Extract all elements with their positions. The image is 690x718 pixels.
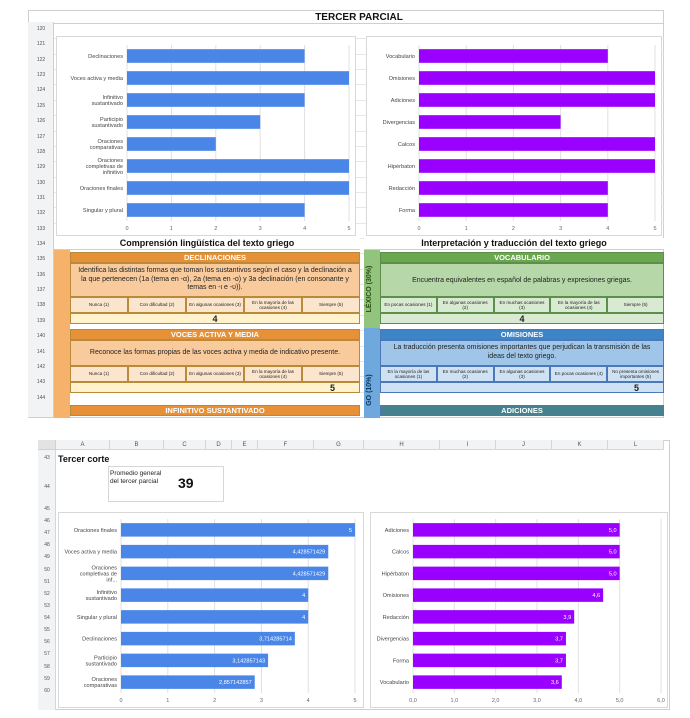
omisiones-description: La traducción presenta omisiones importantes que perjudican la transmisión de las ideas del texto griego. — [380, 340, 664, 366]
category-label: Oraciones completivas de inf... — [79, 565, 117, 584]
row-number[interactable]: 55 — [44, 627, 50, 634]
left-rubric — [54, 238, 360, 418]
category-label: Voces activa y media — [64, 549, 117, 556]
category-label: Adiciones — [384, 527, 409, 534]
bar — [127, 93, 305, 107]
tick-label: 2,0 — [491, 698, 500, 704]
category-label: Hipérbaton — [381, 571, 409, 578]
category-label: Participio sustantivado — [91, 117, 123, 129]
row-number[interactable]: 128 — [36, 148, 46, 155]
column-header[interactable]: I — [440, 440, 496, 450]
select-all-corner[interactable] — [38, 440, 56, 450]
row-number[interactable]: 58 — [44, 663, 50, 670]
row-number[interactable]: 44 — [44, 484, 50, 490]
scale-cell: Nunca (1) — [70, 366, 128, 382]
scale-cell: En algunas ocasiones (3) — [186, 297, 244, 313]
scale-cell: Con dificultad (2) — [128, 297, 186, 313]
column-header[interactable]: E — [232, 440, 258, 450]
row-number[interactable]: 138 — [36, 302, 46, 309]
tick-label: 6,0 — [657, 698, 665, 704]
tick-label: 0 — [125, 226, 129, 232]
row-number[interactable]: 124 — [36, 87, 46, 94]
scale-cell: Con dificultad (2) — [128, 366, 186, 382]
scale-cell: En pocas ocasiones (4) — [550, 366, 607, 382]
category-label: Omisiones — [382, 593, 409, 600]
tick-label: 5,0 — [615, 698, 624, 704]
row-number[interactable]: 43 — [44, 455, 50, 461]
tercer-corte-title: Tercer corte — [58, 454, 110, 464]
data-label: 2,857142857 — [219, 680, 252, 687]
data-label: 4 — [302, 614, 306, 621]
bar — [121, 588, 308, 601]
category-label: Oraciones finales — [79, 186, 123, 192]
bottom-left-bar-chart — [59, 513, 365, 709]
infinitivo-title: INFINITIVO SUSTANTIVADO — [70, 405, 360, 416]
category-label: Declinaciones — [88, 54, 123, 60]
bar — [413, 523, 620, 536]
row-number[interactable]: 46 — [44, 518, 50, 524]
bar — [121, 523, 355, 536]
data-label: 3,7 — [555, 636, 563, 643]
category-label: Oraciones finales — [73, 527, 117, 534]
scale-cell: En algunas ocasiones (2) — [437, 297, 494, 313]
row-number[interactable]: 125 — [36, 102, 46, 109]
data-label: 4,6 — [592, 593, 601, 600]
bottom-right-bar-chart — [371, 513, 669, 709]
scale-cell: En la mayoría de las ocasiones (4) — [244, 297, 302, 313]
top-right-chart — [366, 36, 662, 236]
tick-label: 4,0 — [574, 698, 583, 704]
row-number[interactable]: 120 — [36, 26, 46, 32]
voces-title: VOCES ACTIVA Y MEDIA — [70, 329, 360, 340]
declinaciones-scale — [70, 297, 360, 313]
category-label: Adiciones — [390, 98, 415, 104]
column-header[interactable]: J — [496, 440, 552, 450]
column-header[interactable]: H — [364, 440, 440, 450]
category-label: Divergencias — [382, 120, 415, 126]
tick-label: 1 — [169, 226, 173, 232]
bottom-right-chart — [370, 512, 668, 708]
right-section-header: Interpretación y traducción del texto griego — [364, 238, 664, 250]
row-number[interactable]: 139 — [36, 317, 46, 324]
column-header[interactable]: L — [608, 440, 664, 450]
category-label: Participio sustantivado — [85, 655, 117, 668]
bar — [413, 632, 566, 645]
vocabulario-scale — [380, 297, 664, 313]
bar — [419, 71, 655, 85]
row-number[interactable]: 52 — [44, 590, 50, 597]
category-label: Oraciones completivas de infinitivo — [85, 158, 123, 176]
row-number[interactable]: 121 — [36, 41, 46, 48]
tick-label: 0,0 — [409, 698, 417, 704]
category-label: Redacción — [388, 186, 415, 192]
row-number[interactable]: 126 — [36, 118, 46, 125]
scale-cell: En pocas ocasiones (1) — [380, 297, 437, 313]
bar — [419, 159, 655, 173]
bar — [419, 115, 561, 129]
bar — [413, 654, 566, 667]
top-right-bar-chart — [367, 37, 663, 237]
bar — [413, 545, 620, 558]
row-number[interactable]: 47 — [44, 530, 50, 537]
tick-label: 4 — [306, 698, 310, 704]
row-number[interactable]: 130 — [36, 179, 46, 186]
data-label: 5,0 — [608, 527, 617, 534]
category-label: Redacción — [382, 614, 409, 621]
row-number[interactable]: 56 — [44, 639, 50, 646]
tick-label: 2 — [214, 226, 218, 232]
column-header[interactable]: D — [206, 440, 232, 450]
right-rubric — [364, 238, 664, 418]
lexico-label: LÉXICO (30%) — [366, 265, 373, 313]
tick-label: 0 — [119, 698, 123, 704]
tick-label: 3 — [559, 226, 563, 232]
data-label: 4,428571429 — [292, 549, 326, 556]
omisiones-title: OMISIONES — [380, 329, 664, 340]
row-number[interactable]: 53 — [44, 602, 50, 609]
left-orange-stripe — [54, 250, 70, 418]
tick-label: 2 — [511, 226, 515, 232]
row-number[interactable]: 133 — [36, 225, 46, 232]
bar — [413, 675, 562, 688]
tick-label: 1,0 — [450, 698, 459, 704]
bar — [419, 49, 608, 63]
scale-cell: En la mayoría de las ocasiones (4) — [244, 366, 302, 382]
category-label: Divergencias — [376, 636, 409, 643]
scale-cell: En algunas ocasiones (3) — [494, 366, 551, 382]
row-number[interactable]: 131 — [36, 194, 46, 201]
data-label: 3,142857143 — [232, 658, 266, 665]
category-label: Declinaciones — [82, 636, 117, 643]
bar — [419, 137, 655, 151]
bar — [127, 203, 305, 217]
column-header[interactable]: K — [552, 440, 608, 450]
scale-cell: Siempre (5) — [302, 297, 360, 313]
scale-cell: En la mayoría de las ocasiones (1) — [380, 366, 437, 382]
bar — [413, 588, 603, 601]
row-header-column — [28, 22, 54, 417]
voces-description: Reconoce las formas propias de las voces activa y media de indicativo presente. — [70, 340, 360, 366]
category-label: Infinitivo sustantivado — [85, 590, 117, 603]
promedio-value: 39 — [178, 475, 194, 491]
promedio-label: Promedio general del tercer parcial — [110, 470, 162, 485]
scale-cell: No presenta omisiones importantes (5) — [607, 366, 664, 382]
row-number[interactable]: 48 — [44, 542, 50, 549]
vocabulario-title: VOCABULARIO — [380, 252, 664, 263]
row-number[interactable]: 144 — [36, 394, 46, 401]
row-number[interactable]: 135 — [36, 256, 46, 263]
omisiones-scale — [380, 366, 664, 382]
data-label: 3,6 — [551, 680, 559, 687]
category-label: Voces activa y media — [70, 76, 123, 82]
category-label: Forma — [398, 208, 415, 214]
row-number[interactable]: 50 — [44, 566, 50, 573]
data-label: 3,9 — [563, 614, 572, 621]
bar — [419, 203, 608, 217]
declinaciones-title: DECLINACIONES — [70, 252, 360, 263]
tick-label: 3 — [259, 698, 263, 704]
tick-label: 5 — [347, 226, 351, 232]
promedio-cell-border — [108, 466, 224, 502]
data-label: 4,428571429 — [292, 571, 326, 578]
scale-cell: Siempre (5) — [302, 366, 360, 382]
top-left-bar-chart — [57, 37, 357, 237]
adiciones-title: ADICIONES — [380, 405, 664, 416]
bar — [413, 567, 620, 580]
scale-cell: En la mayoría de las ocasiones (4) — [550, 297, 607, 313]
scale-cell: En algunas ocasiones (3) — [186, 366, 244, 382]
bar — [127, 159, 349, 173]
data-label: 4 — [302, 593, 306, 600]
row-number[interactable]: 136 — [36, 271, 46, 278]
go-label: GO (10%) — [366, 374, 373, 406]
category-label: Infinitivo sustantivado — [91, 95, 123, 107]
tick-label: 4 — [606, 226, 610, 232]
tick-label: 3 — [258, 226, 262, 232]
category-label: Oraciones comparativas — [89, 139, 123, 151]
column-header[interactable]: C — [164, 440, 206, 450]
tick-label: 2 — [213, 698, 217, 704]
scale-cell: Nunca (1) — [70, 297, 128, 313]
category-label: Omisiones — [388, 76, 415, 82]
tick-label: 1 — [166, 698, 170, 704]
vocabulario-score: 4 — [380, 313, 664, 324]
bottom-left-chart — [58, 512, 364, 708]
row-number[interactable]: 142 — [36, 363, 46, 370]
category-label: Singular y plural — [82, 208, 123, 214]
scale-cell: Siempre (5) — [607, 297, 664, 313]
row-number[interactable]: 49 — [44, 554, 50, 561]
category-label: Oraciones comparativas — [83, 677, 117, 690]
sheet-title: TERCER PARCIAL — [54, 12, 664, 24]
tick-label: 5 — [653, 226, 657, 232]
row-number[interactable]: 140 — [36, 333, 46, 340]
row-number[interactable]: 137 — [36, 287, 46, 294]
bar — [419, 181, 608, 195]
tick-label: 4 — [303, 226, 307, 232]
row-number[interactable]: 127 — [36, 133, 46, 140]
bar — [127, 181, 349, 195]
category-label: Vocabulario — [379, 680, 409, 687]
bar — [419, 93, 655, 107]
voces-score: 5 — [70, 382, 360, 393]
column-header[interactable]: G — [314, 440, 364, 450]
omisiones-score: 5 — [380, 382, 664, 393]
scale-cell: En muchas ocasiones (3) — [494, 297, 551, 313]
category-label: Hipérbaton — [387, 164, 415, 170]
data-label: 3,7 — [555, 658, 563, 665]
row-number[interactable]: 45 — [44, 506, 50, 512]
bar — [127, 71, 349, 85]
data-label: 3,714285714 — [259, 636, 292, 643]
tick-label: 1 — [464, 226, 468, 232]
bar — [413, 610, 574, 623]
bar — [121, 610, 308, 623]
row-number[interactable]: 122 — [36, 56, 46, 63]
data-label: 5 — [348, 527, 352, 534]
scale-cell: En muchas ocasiones (2) — [437, 366, 494, 382]
data-label: 5,0 — [608, 549, 617, 556]
row-number[interactable]: 57 — [44, 651, 50, 658]
column-header[interactable]: F — [258, 440, 314, 450]
category-label: Calcos — [391, 549, 409, 556]
row-number[interactable]: 132 — [36, 210, 46, 217]
category-label: Vocabulario — [385, 54, 415, 60]
bar — [127, 115, 260, 129]
column-header[interactable]: B — [110, 440, 164, 450]
data-label: 5,0 — [608, 571, 617, 578]
column-header[interactable]: A — [56, 440, 110, 450]
voces-scale — [70, 366, 360, 382]
tick-label: 5 — [353, 698, 357, 704]
vocabulario-description: Encuentra equivalentes en español de palabras y expresiones griegas. — [380, 263, 664, 297]
declinaciones-score: 4 — [70, 313, 360, 324]
bar — [127, 137, 216, 151]
row-number[interactable]: 59 — [44, 675, 50, 682]
row-number[interactable]: 60 — [44, 687, 50, 694]
category-label: Singular y plural — [76, 614, 117, 621]
row-number[interactable]: 141 — [36, 348, 46, 355]
row-number[interactable]: 143 — [36, 379, 46, 386]
category-label: Forma — [392, 658, 409, 665]
declinaciones-description: Identifica las distintas formas que toman los sustantivos según el caso y la declinación a la que pertenecen (1a (tema en -α), 2a (tema en -o) y 3a declinación (en consonante y temas en -ι e -υ)). — [70, 263, 360, 297]
tick-label: 3,0 — [533, 698, 541, 704]
row-number[interactable]: 134 — [36, 241, 46, 248]
left-section-header: Comprensión lingüística del texto griego — [54, 238, 360, 250]
row-number[interactable]: 51 — [44, 578, 50, 585]
row-number[interactable]: 129 — [36, 164, 46, 171]
row-number[interactable]: 54 — [44, 615, 50, 622]
category-label: Calcos — [397, 142, 415, 148]
bar — [127, 49, 305, 63]
row-number[interactable]: 123 — [36, 72, 46, 79]
tick-label: 0 — [417, 226, 421, 232]
top-left-chart — [56, 36, 356, 236]
